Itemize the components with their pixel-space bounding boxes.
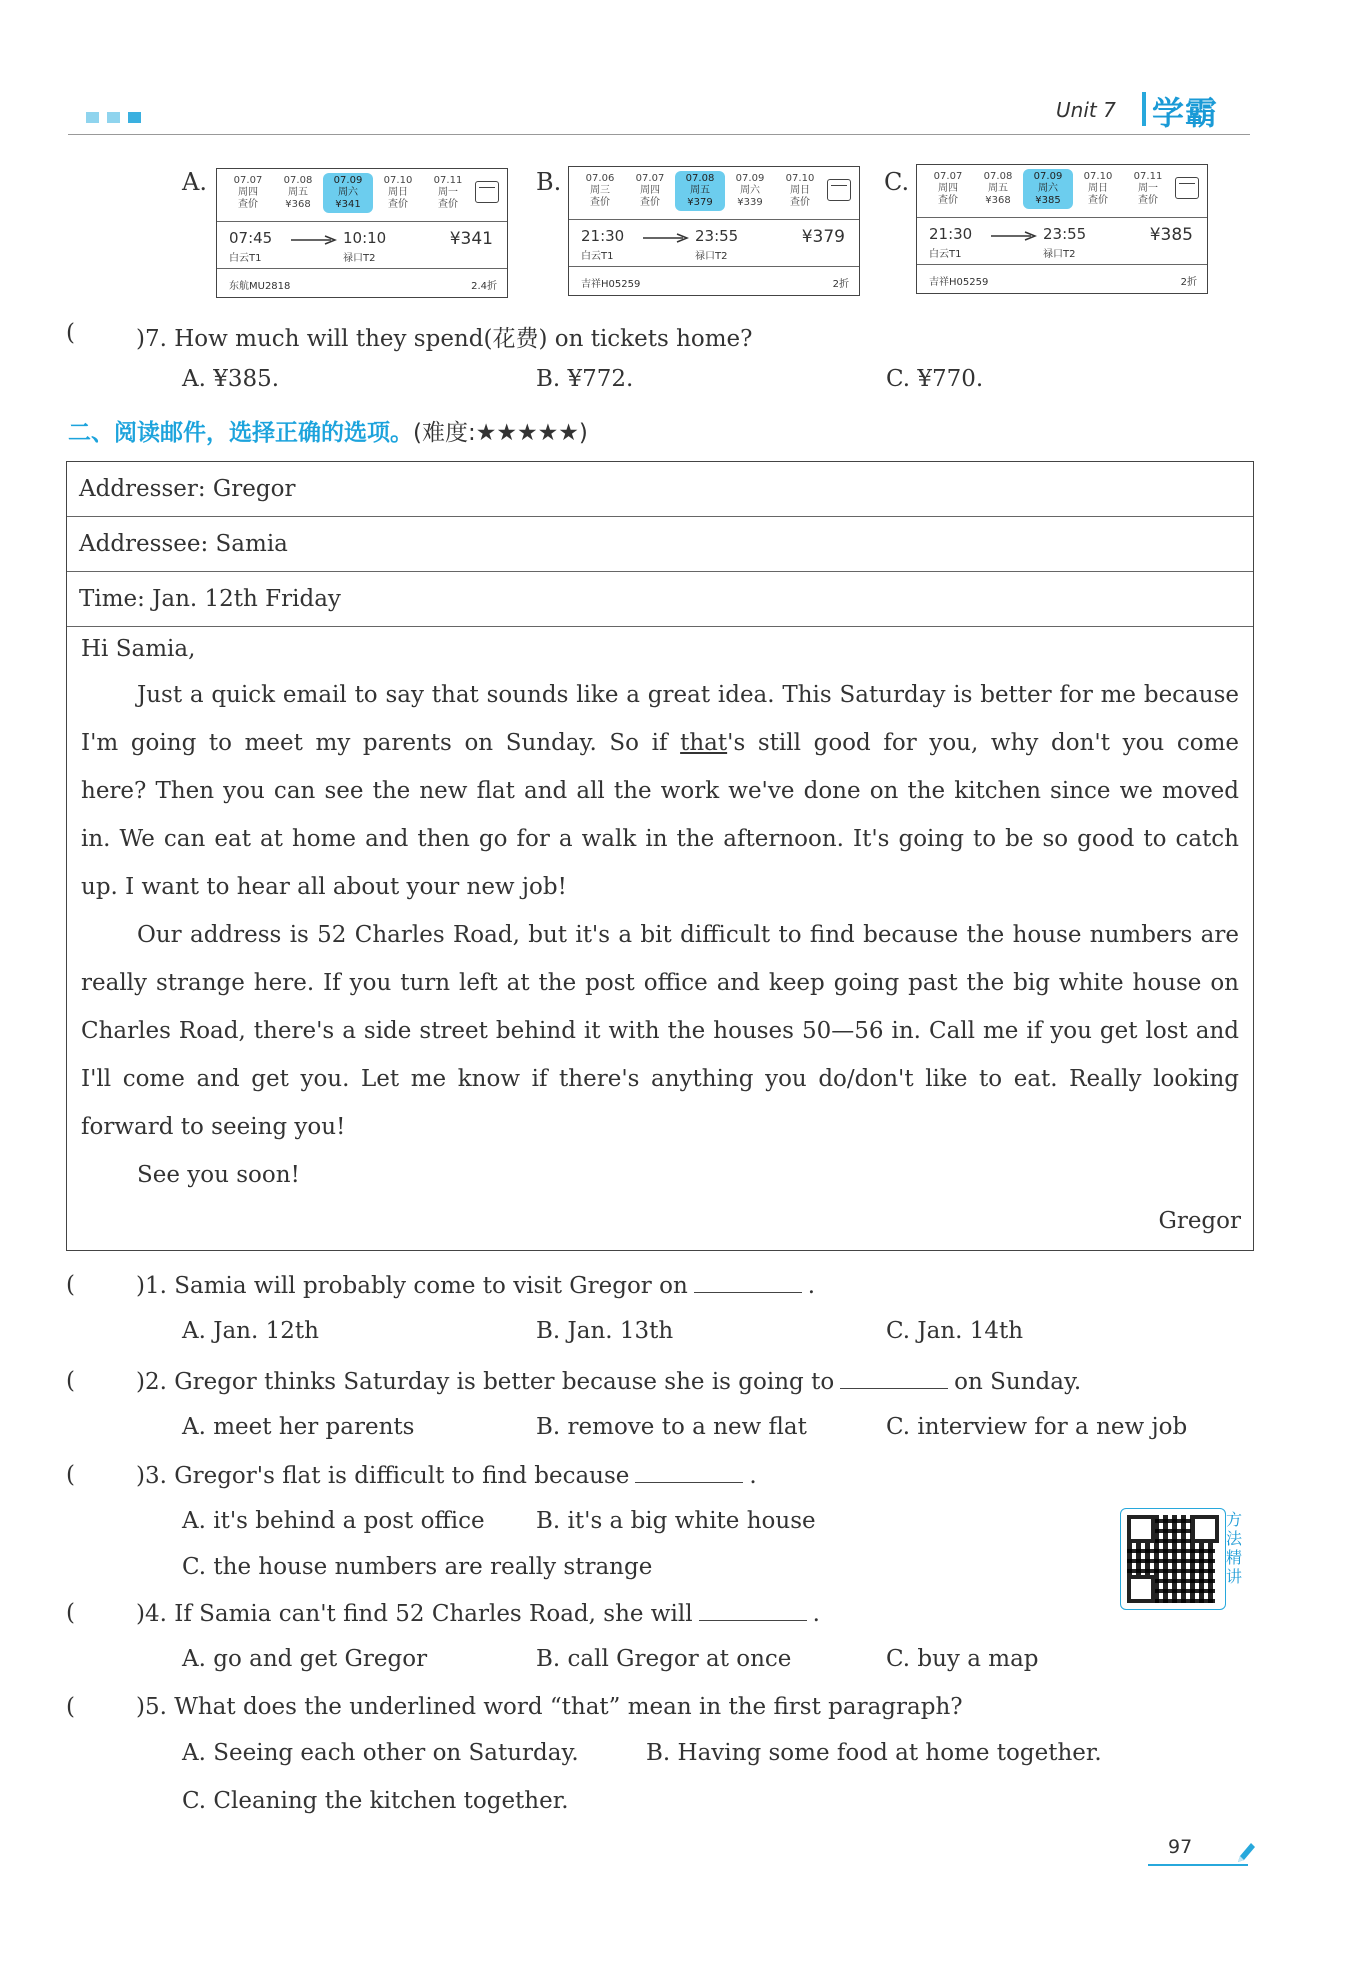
- question-2-option-a[interactable]: A. meet her parents: [182, 1414, 415, 1440]
- discount: 2折: [832, 279, 849, 290]
- arrive-time: 23:55: [1043, 225, 1087, 243]
- email-time: Time: Jan. 12th Friday: [79, 586, 341, 612]
- to-airport: 禄口T2: [343, 253, 376, 264]
- calendar-icon[interactable]: [827, 179, 851, 201]
- ticket-a-label: A.: [182, 168, 207, 196]
- weekday: 周日: [1088, 183, 1108, 194]
- question-text-end: .: [807, 1273, 816, 1299]
- unit-label: Unit 7: [1056, 98, 1116, 122]
- question-text-end: .: [749, 1463, 757, 1489]
- ticket-price: ¥385: [1149, 225, 1193, 245]
- arrow-icon: [991, 231, 1037, 241]
- email-signature: Gregor: [1158, 1208, 1241, 1234]
- date-value: 07.09: [1033, 171, 1063, 182]
- from-airport: 白云T1: [929, 249, 962, 260]
- ticket-b-label: B.: [536, 168, 562, 196]
- section-title: [68, 414, 588, 447]
- p1-line-5: up. I want to hear all about your new job!: [81, 874, 567, 900]
- day-price: 查价: [1138, 195, 1158, 206]
- weekday: 周日: [388, 187, 408, 198]
- question-paren: (: [66, 1694, 75, 1720]
- date-column[interactable]: [973, 171, 1023, 207]
- depart-time: 21:30: [581, 227, 625, 245]
- ticket-card-a: [216, 168, 508, 298]
- date-value: 07.08: [685, 173, 715, 184]
- question-3-option-b[interactable]: B. it's a big white house: [536, 1508, 816, 1534]
- addresser-row: [67, 462, 1253, 517]
- p2-line-2: really strange here. If you turn left at the post office and keep going past the big white house on: [81, 970, 1239, 996]
- q7-option-a[interactable]: A. ¥385.: [182, 366, 280, 392]
- date-value: 07.11: [1133, 171, 1163, 182]
- weekday: 周六: [338, 187, 358, 198]
- weekday: 周四: [640, 185, 660, 196]
- weekday: 周一: [1138, 183, 1158, 194]
- question-1-option-c[interactable]: C. Jan. 14th: [886, 1318, 1024, 1344]
- question-paren: (: [66, 1462, 75, 1488]
- q7-paren: (: [66, 320, 75, 346]
- depart-time: 21:30: [929, 225, 973, 243]
- question-5-option-b[interactable]: B. Having some food at home together.: [646, 1740, 1102, 1766]
- day-price: ¥341: [335, 199, 361, 210]
- p2-line-3: Charles Road, there's a side street behind it with the houses 50—56 in. Call me if you get lost and: [81, 1018, 1239, 1044]
- date-column[interactable]: [923, 171, 973, 207]
- question-text: )3. Gregor's flat is difficult to find because: [136, 1463, 630, 1489]
- arrive-time: 23:55: [695, 227, 739, 245]
- day-price: 查价: [238, 199, 258, 210]
- date-column[interactable]: [1023, 169, 1073, 209]
- date-value: 07.10: [785, 173, 815, 184]
- page-number: 97: [1168, 1836, 1193, 1858]
- question-4-option-a[interactable]: A. go and get Gregor: [182, 1646, 428, 1672]
- question-1: [136, 1272, 815, 1299]
- addressee-row: [67, 517, 1253, 572]
- date-value: 07.09: [735, 173, 765, 184]
- difficulty-rating: (难度:★★★★★): [413, 420, 588, 446]
- qr-label: 方法精讲: [1226, 1510, 1243, 1586]
- date-column[interactable]: [725, 173, 775, 209]
- brand-bar: [1142, 92, 1146, 126]
- qr-code[interactable]: [1120, 1508, 1226, 1610]
- date-value: 07.08: [283, 175, 313, 186]
- p1-line-2: [81, 730, 1239, 756]
- question-2-option-b[interactable]: B. remove to a new flat: [536, 1414, 807, 1440]
- day-price: 查价: [438, 199, 458, 210]
- question-3-option-c[interactable]: C. the house numbers are really strange: [182, 1554, 653, 1580]
- weekday: 周四: [238, 187, 258, 198]
- weekday: 周五: [988, 183, 1008, 194]
- email-closing: See you soon!: [137, 1162, 300, 1188]
- question-text: )5. What does the underlined word “that” mean in the first paragraph?: [136, 1694, 963, 1720]
- date-column[interactable]: [423, 175, 473, 211]
- question-5-option-a[interactable]: A. Seeing each other on Saturday.: [182, 1740, 579, 1766]
- date-value: 07.10: [1083, 171, 1113, 182]
- p1-line-1: Just a quick email to say that sounds like a great idea. This Saturday is better for me because: [137, 682, 1239, 708]
- day-price: 查价: [388, 199, 408, 210]
- ticket-card-b: [568, 166, 860, 296]
- email-box: [66, 461, 1254, 1251]
- day-price: ¥385: [1035, 195, 1061, 206]
- q7-text: )7. How much will they spend(花费) on tickets home?: [136, 326, 753, 352]
- ticket-price: ¥379: [801, 227, 845, 247]
- question-paren: (: [66, 1600, 75, 1626]
- day-price: 查价: [640, 197, 660, 208]
- ticket-card-c: [916, 164, 1208, 294]
- question-2: [136, 1368, 1081, 1395]
- qr-finder-bl: [1127, 1575, 1155, 1603]
- day-price: 查价: [938, 195, 958, 206]
- header-square-2: [107, 112, 120, 123]
- from-airport: 白云T1: [581, 251, 614, 262]
- date-value: 07.11: [433, 175, 463, 186]
- date-value: 07.08: [983, 171, 1013, 182]
- flight-number: 吉祥H05259: [581, 279, 641, 290]
- underlined-word-that: that: [680, 730, 728, 756]
- weekday: 周五: [288, 187, 308, 198]
- question-3: [136, 1462, 757, 1489]
- question-1-option-a[interactable]: A. Jan. 12th: [182, 1318, 319, 1344]
- weekday: 周六: [740, 185, 760, 196]
- date-value: 07.10: [383, 175, 413, 186]
- question-4-option-b[interactable]: B. call Gregor at once: [536, 1646, 792, 1672]
- date-column[interactable]: [373, 175, 423, 211]
- day-price: ¥368: [285, 199, 311, 210]
- q7-option-c[interactable]: C. ¥770.: [886, 366, 984, 392]
- question-text-end: .: [812, 1601, 820, 1627]
- date-value: 07.09: [333, 175, 363, 186]
- date-column[interactable]: [1073, 171, 1123, 207]
- brand-text: 学霸: [1152, 94, 1219, 132]
- brand-logo: [1142, 88, 1252, 132]
- question-5-option-c[interactable]: C. Cleaning the kitchen together.: [182, 1788, 569, 1814]
- question-5: [136, 1694, 963, 1720]
- question-1-option-b[interactable]: B. Jan. 13th: [536, 1318, 674, 1344]
- arrive-time: 10:10: [343, 229, 387, 247]
- depart-time: 07:45: [229, 229, 273, 247]
- weekday: 周三: [590, 185, 610, 196]
- day-price: ¥379: [687, 197, 713, 208]
- question-paren: (: [66, 1368, 75, 1394]
- question-4: [136, 1600, 820, 1627]
- weekday: 周一: [438, 187, 458, 198]
- discount: 2折: [1180, 277, 1197, 288]
- date-column[interactable]: [1123, 171, 1173, 207]
- question-text: )2. Gregor thinks Saturday is better because she is going to: [136, 1369, 835, 1395]
- pencil-icon: [1234, 1840, 1256, 1866]
- p2-line-4: I'll come and get you. Let me know if there's anything you do/don't like to eat. Really looking: [81, 1066, 1239, 1092]
- day-price: 查价: [790, 197, 810, 208]
- date-column[interactable]: [575, 173, 625, 209]
- answer-blank[interactable]: [840, 1368, 948, 1389]
- time-row: [67, 572, 1253, 627]
- answer-blank[interactable]: [699, 1600, 807, 1621]
- flight-number: 吉祥H05259: [929, 277, 989, 288]
- from-airport: 白云T1: [229, 253, 262, 264]
- p1-line-2-a: I'm going to meet my parents on Sunday. So if: [81, 730, 681, 756]
- weekday: 周日: [790, 185, 810, 196]
- question-text: )1. Samia will probably come to visit Gregor on: [136, 1273, 688, 1299]
- ticket-c-label: C.: [884, 168, 910, 196]
- section-title-text: 二、阅读邮件，选择正确的选项。: [68, 420, 413, 446]
- calendar-icon[interactable]: [475, 181, 499, 203]
- header-square-3: [128, 112, 141, 123]
- weekday: 周四: [938, 183, 958, 194]
- p1-line-2-b: 's still good for you, why don't you come: [727, 730, 1239, 756]
- date-value: 07.06: [585, 173, 615, 184]
- calendar-icon[interactable]: [1175, 177, 1199, 199]
- flight-number: 东航MU2818: [229, 281, 291, 292]
- qr-finder-tl: [1127, 1515, 1155, 1543]
- email-greeting: Hi Samia,: [81, 636, 196, 662]
- header-square-1: [86, 112, 99, 123]
- p2-line-1: Our address is 52 Charles Road, but it's a bit difficult to find because the house numbers are: [137, 922, 1239, 948]
- weekday: 周六: [1038, 183, 1058, 194]
- question-paren: (: [66, 1272, 75, 1298]
- date-value: 07.07: [635, 173, 665, 184]
- question-text-end: on Sunday.: [954, 1369, 1082, 1395]
- arrow-icon: [291, 235, 337, 245]
- addressee: Addressee: Samia: [79, 531, 288, 557]
- answer-blank[interactable]: [694, 1272, 802, 1293]
- day-price: 查价: [1088, 195, 1108, 206]
- arrow-icon: [643, 233, 689, 243]
- date-column[interactable]: [675, 171, 725, 211]
- header-rule: [68, 134, 1250, 135]
- answer-blank[interactable]: [635, 1462, 743, 1483]
- addresser: Addresser: Gregor: [79, 476, 296, 502]
- date-column[interactable]: [223, 175, 273, 211]
- question-text: )4. If Samia can't find 52 Charles Road, she will: [136, 1601, 693, 1627]
- to-airport: 禄口T2: [1043, 249, 1076, 260]
- q7-option-b[interactable]: B. ¥772.: [536, 366, 634, 392]
- question-2-option-c[interactable]: C. interview for a new job: [886, 1414, 1188, 1440]
- date-value: 07.07: [233, 175, 263, 186]
- p2-line-5: forward to seeing you!: [81, 1114, 346, 1140]
- date-column[interactable]: [323, 173, 373, 213]
- page-number-rule: [1148, 1864, 1248, 1866]
- p1-line-3: here? Then you can see the new flat and all the work we've done on the kitchen since we moved: [81, 778, 1239, 804]
- qr-finder-tr: [1191, 1515, 1219, 1543]
- ticket-price: ¥341: [449, 229, 493, 249]
- date-column[interactable]: [775, 173, 825, 209]
- day-price: ¥339: [737, 197, 763, 208]
- day-price: 查价: [590, 197, 610, 208]
- discount: 2.4折: [471, 281, 497, 292]
- to-airport: 禄口T2: [695, 251, 728, 262]
- question-4-option-c[interactable]: C. buy a map: [886, 1646, 1039, 1672]
- p1-line-4: in. We can eat at home and then go for a walk in the afternoon. It's going to be so good to catch: [81, 826, 1239, 852]
- date-column[interactable]: [625, 173, 675, 209]
- weekday: 周五: [690, 185, 710, 196]
- date-value: 07.07: [933, 171, 963, 182]
- day-price: ¥368: [985, 195, 1011, 206]
- date-column[interactable]: [273, 175, 323, 211]
- question-3-option-a[interactable]: A. it's behind a post office: [182, 1508, 485, 1534]
